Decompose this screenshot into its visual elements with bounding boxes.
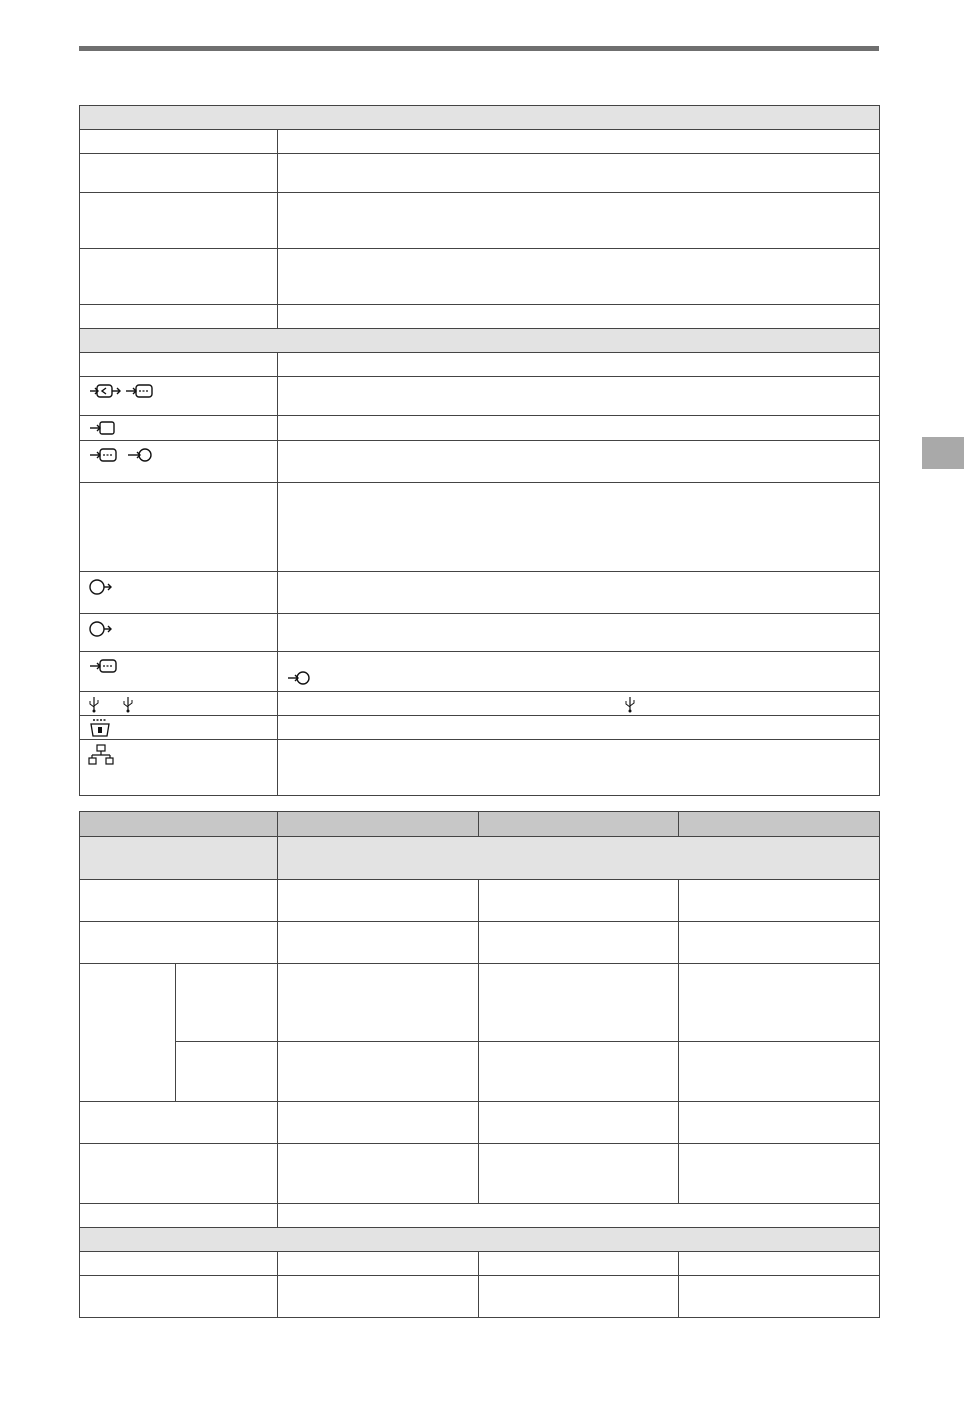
section-header-row — [80, 106, 880, 130]
model-header-3 — [679, 812, 880, 837]
component-in-icon — [88, 658, 120, 674]
section-header-row — [80, 1228, 880, 1252]
spec-table-1 — [79, 105, 880, 796]
ci-slot-icon — [88, 718, 112, 738]
spec-table-2 — [79, 811, 880, 1318]
component-in-icon — [88, 447, 154, 463]
audio-out-icon — [88, 620, 114, 638]
model-header-2 — [479, 812, 679, 837]
audio-in-icon — [286, 670, 312, 686]
usb-icon — [623, 695, 637, 713]
section-header-row — [80, 329, 880, 353]
usb-icon — [88, 695, 136, 713]
lan-network-icon — [88, 744, 114, 766]
hdmi-in-icon — [88, 420, 118, 436]
audio-out-icon — [88, 578, 114, 596]
hdmi-in-out-icon — [88, 383, 158, 399]
model-header-label — [80, 812, 278, 837]
model-header-1 — [278, 812, 479, 837]
section-tab — [922, 437, 964, 469]
header-rule — [79, 46, 879, 51]
